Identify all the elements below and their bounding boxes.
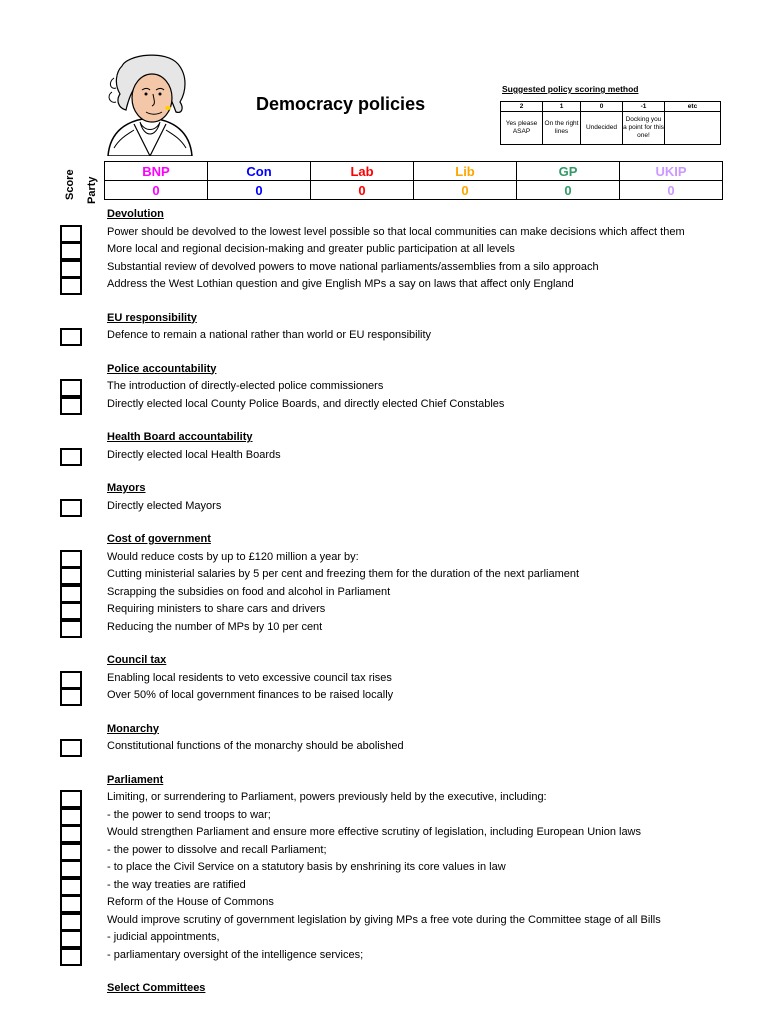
score-checkbox[interactable]	[60, 379, 82, 397]
policy-item: The introduction of directly-elected police commissioners	[107, 380, 384, 392]
portrait-illustration	[104, 52, 196, 156]
policy-item: Requiring ministers to share cars and drivers	[107, 603, 326, 615]
party-score: 0	[311, 181, 414, 200]
section-heading: Cost of government	[107, 533, 211, 545]
score-description: On the right lines	[543, 112, 581, 145]
score-checkbox[interactable]	[60, 225, 82, 243]
score-checkbox[interactable]	[60, 620, 82, 638]
policy-item: Power should be devolved to the lowest level possible so that local communities can make decisions which affect them	[107, 225, 685, 238]
party-name: UKIP	[620, 162, 723, 181]
score-checkbox[interactable]	[60, 397, 82, 415]
policy-item: - the power to send troops to war;	[107, 808, 271, 821]
policy-item: Address the West Lothian question and give English MPs a say on laws that affect only England	[107, 278, 574, 290]
score-checkbox[interactable]	[60, 688, 82, 706]
policy-item: - to place the Civil Service on a statutory basis by enshrining its core values in law	[107, 861, 506, 873]
policy-item: - the power to dissolve and recall Parliament;	[107, 843, 327, 856]
policy-item: - judicial appointments,	[107, 931, 220, 943]
score-checkbox[interactable]	[60, 602, 82, 620]
policy-item: Directly elected local County Police Boards, and directly elected Chief Constables	[107, 397, 505, 410]
section-heading: Select Committees	[107, 982, 206, 994]
score-value: -1	[623, 102, 665, 112]
scoring-method-table	[500, 101, 721, 145]
score-checkbox[interactable]	[60, 550, 82, 568]
section-heading: EU responsibility	[107, 311, 197, 324]
party-score: 0	[517, 181, 620, 200]
policy-item: Reform of the House of Commons	[107, 896, 274, 908]
score-description	[665, 112, 721, 145]
score-checkbox[interactable]	[60, 448, 82, 466]
policy-item: More local and regional decision-making and greater public participation at all levels	[107, 243, 515, 255]
policy-item: Substantial review of devolved powers to move national parliaments/assemblies from a silo approach	[107, 260, 599, 273]
party-score: 0	[414, 181, 517, 200]
section-heading: Police accountability	[107, 362, 217, 375]
score-checkbox[interactable]	[60, 499, 82, 517]
score-checkbox[interactable]	[60, 930, 82, 948]
policy-item: Cutting ministerial salaries by 5 per cent and freezing them for the duration of the next parliament	[107, 568, 580, 580]
score-checkbox[interactable]	[60, 739, 82, 757]
party-name: Lib	[414, 162, 517, 181]
score-checkbox[interactable]	[60, 948, 82, 966]
party-score: 0	[105, 181, 208, 200]
party-row-label: Party	[86, 176, 98, 204]
score-value: 2	[501, 102, 543, 112]
page-title: Democracy policies	[256, 94, 426, 114]
score-column-label: Score	[64, 169, 76, 200]
score-checkbox[interactable]	[60, 328, 82, 346]
section-heading: Council tax	[107, 654, 167, 666]
score-checkbox[interactable]	[60, 825, 82, 843]
score-checkbox[interactable]	[60, 913, 82, 931]
policy-item: Would reduce costs by up to £120 million a year by:	[107, 550, 359, 563]
score-checkbox[interactable]	[60, 878, 82, 896]
policy-item: Limiting, or surrendering to Parliament, powers previously held by the executive, including:	[107, 791, 547, 803]
policy-item: Defence to remain a national rather than world or EU responsibility	[107, 329, 432, 341]
party-score: 0	[208, 181, 311, 200]
policy-item: Scrapping the subsidies on food and alcohol in Parliament	[107, 585, 391, 598]
section-heading: Mayors	[107, 482, 146, 494]
policy-item: Reducing the number of MPs by 10 per cent	[107, 620, 323, 633]
policy-item: Directly elected Mayors	[107, 499, 222, 512]
policy-item: - the way treaties are ratified	[107, 878, 246, 891]
party-name: BNP	[105, 162, 208, 181]
party-name: GP	[517, 162, 620, 181]
score-checkbox[interactable]	[60, 671, 82, 689]
score-value: 1	[543, 102, 581, 112]
section-heading: Parliament	[107, 773, 164, 786]
policy-item: Constitutional functions of the monarchy should be abolished	[107, 740, 404, 752]
party-score: 0	[620, 181, 723, 200]
score-checkbox[interactable]	[60, 260, 82, 278]
policy-item: Would strengthen Parliament and ensure more effective scrutiny of legislation, including European Union laws	[107, 826, 642, 838]
score-checkbox[interactable]	[60, 808, 82, 826]
scoring-method-title: Suggested policy scoring method	[502, 84, 639, 94]
score-value: 0	[581, 102, 623, 112]
policy-item: Enabling local residents to veto excessive council tax rises	[107, 671, 392, 684]
score-description: Docking you a point for this one!	[623, 112, 665, 145]
section-heading: Devolution	[107, 208, 164, 220]
policy-item: - parliamentary oversight of the intelligence services;	[107, 948, 364, 961]
score-checkbox[interactable]	[60, 585, 82, 603]
score-value: etc	[665, 102, 721, 112]
score-checkbox[interactable]	[60, 860, 82, 878]
score-checkbox[interactable]	[60, 843, 82, 861]
section-heading: Health Board accountability	[107, 431, 253, 443]
section-heading: Monarchy	[107, 722, 159, 735]
score-checkbox[interactable]	[60, 242, 82, 260]
policy-item: Would improve scrutiny of government legislation by giving MPs a free vote during the Committee stage of all Bills	[107, 913, 661, 926]
score-checkbox[interactable]	[60, 790, 82, 808]
score-checkbox[interactable]	[60, 567, 82, 585]
score-description: Undecided	[581, 112, 623, 145]
score-checkbox[interactable]	[60, 277, 82, 295]
score-description: Yes please ASAP	[501, 112, 543, 145]
party-name: Con	[208, 162, 311, 181]
party-score-table	[104, 161, 723, 200]
policy-item: Over 50% of local government finances to be raised locally	[107, 689, 394, 701]
party-name: Lab	[311, 162, 414, 181]
score-checkbox[interactable]	[60, 895, 82, 913]
policy-item: Directly elected local Health Boards	[107, 448, 281, 461]
